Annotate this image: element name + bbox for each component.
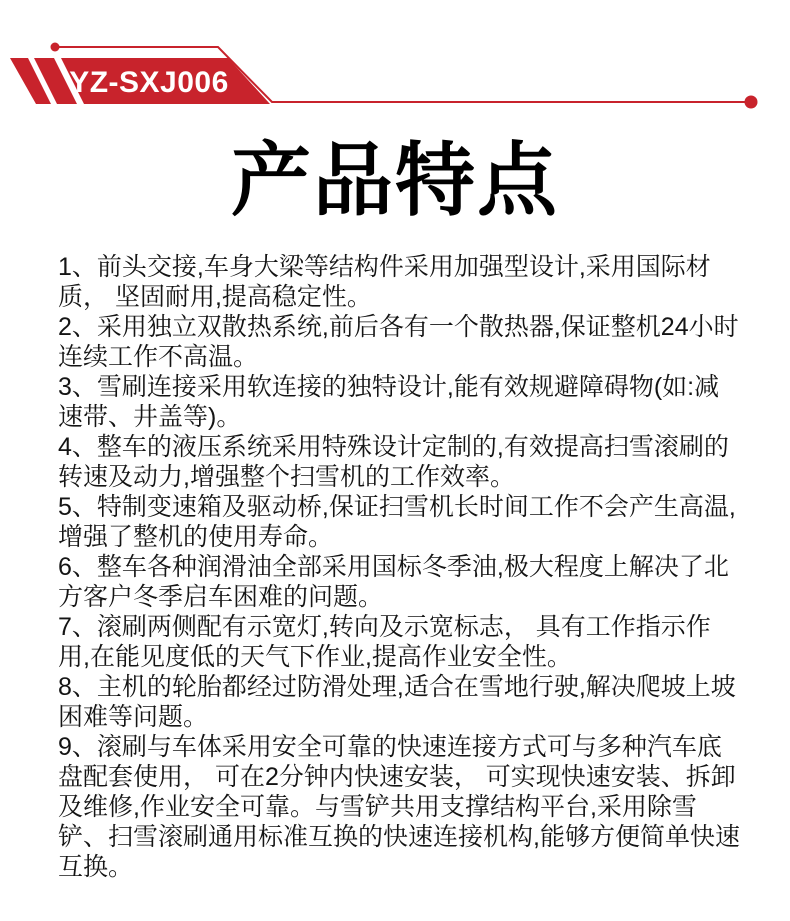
accent-dot-right — [745, 96, 758, 109]
model-badge — [10, 58, 270, 104]
feature-item-1: 1、前头交接,车身大梁等结构件采用加强型设计,采用国际材质， 坚固耐用,提高稳定性。 — [58, 253, 711, 311]
feature-item-2: 2、采用独立双散热系统,前后各有一个散热器,保证整机24小时连续工作不高温。 — [58, 313, 739, 371]
feature-item-5: 5、特制变速箱及驱动桥,保证扫雪机长时间工作不会产生高温,增强了整机的使用寿命。 — [58, 493, 736, 551]
feature-item-8: 8、主机的轮胎都经过防滑处理,适合在雪地行驶,解决爬坡上坡困难等问题。 — [58, 673, 736, 731]
page-title: 产品特点 — [231, 136, 559, 225]
features-list — [0, 232, 790, 882]
feature-item-4: 4、整车的液压系统采用特殊设计定制的,有效提高扫雪滚刷的转速及动力,增强整个扫雪机的工作效率。 — [58, 433, 729, 491]
feature-item-3: 3、雪刷连接采用软连接的独特设计,能有效规避障碍物(如:减速带、井盖等)。 — [58, 373, 720, 431]
feature-item-6: 6、整车各种润滑油全部采用国标冬季油,极大程度上解决了北方客户冬季启车困难的问题。 — [58, 553, 729, 611]
header-decoration — [0, 0, 790, 130]
feature-item-9: 9、滚刷与车体采用安全可靠的快速连接方式可与多种汽车底盘配套使用， 可在2分钟内快速安装， 可实现快速安装、拆卸及维修,作业安全可靠。与雪铲共用支撑结构平台,采用除雪铲、扫雪滚刷通用标准互换的快速连接机构,能够方便简单快速互换。 — [58, 733, 740, 881]
model-label: YZ-SXJ006 — [69, 66, 229, 99]
feature-item-7: 7、滚刷两侧配有示宽灯,转向及示宽标志， 具有工作指示作用,在能见度低的天气下作业,提高作业安全性。 — [58, 613, 711, 671]
